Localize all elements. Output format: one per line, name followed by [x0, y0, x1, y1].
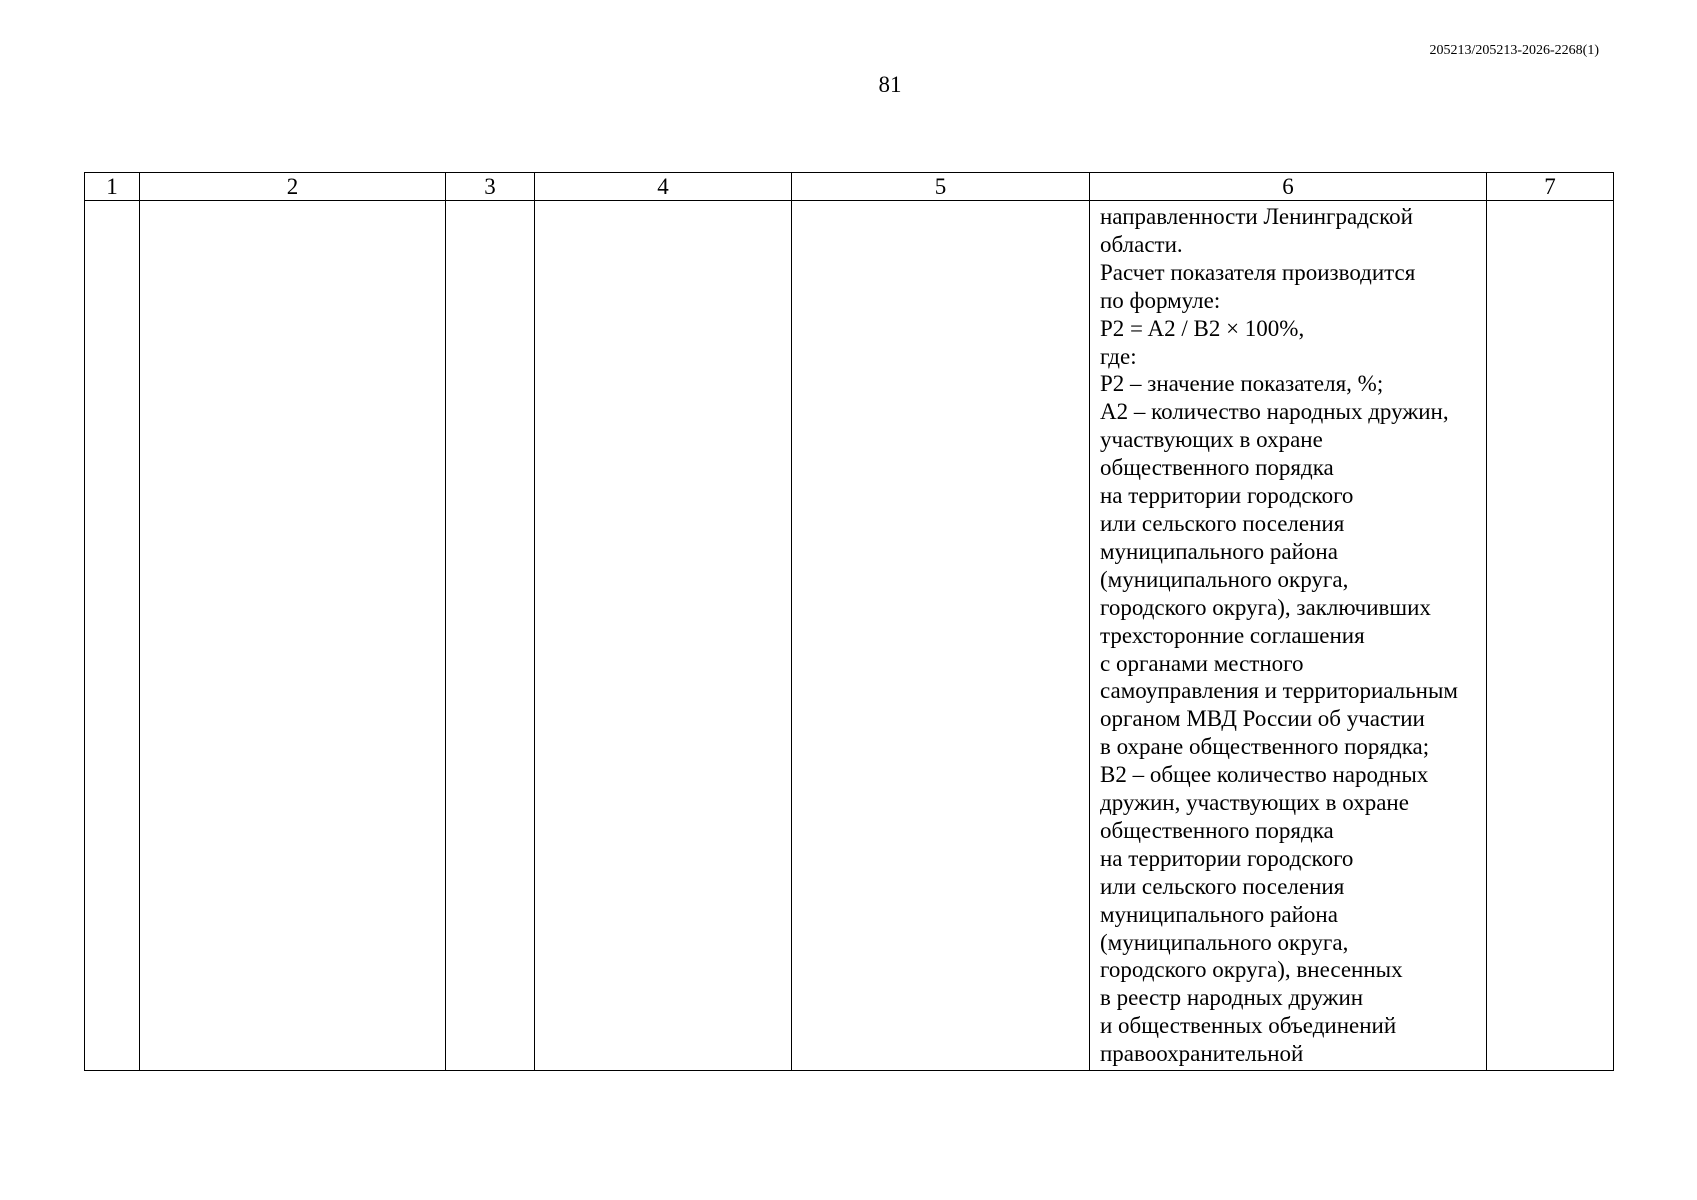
- column-header-4: 4: [535, 173, 792, 201]
- table-cell-col-7: [1487, 201, 1614, 1071]
- text-line: трехсторонние соглашения: [1100, 622, 1365, 648]
- page-number: 81: [878, 72, 902, 97]
- text-line: дружин, участвующих в охране: [1100, 790, 1409, 816]
- column-header-7: 7: [1487, 173, 1614, 201]
- text-line: по формуле:: [1100, 287, 1221, 313]
- text-line: муниципального района: [1100, 538, 1338, 564]
- table-cell-col-4: [535, 201, 792, 1071]
- text-line: и общественных объединений: [1100, 1013, 1397, 1039]
- table-cell-col-1: [85, 201, 140, 1071]
- text-line: на территории городского: [1100, 845, 1354, 871]
- column-header-1: 1: [85, 173, 140, 201]
- text-line: где:: [1100, 343, 1137, 369]
- text-line: городского округа), заключивших: [1100, 594, 1431, 620]
- table-header-row: [85, 173, 1614, 201]
- text-line: B2 – общее количество народных: [1100, 762, 1429, 788]
- text-line: области.: [1100, 231, 1183, 257]
- table-cell-col-3: [446, 201, 535, 1071]
- table-cell-col-5: [792, 201, 1090, 1071]
- text-line: (муниципального округа,: [1100, 566, 1349, 592]
- text-line: направленности Ленинградской: [1100, 204, 1413, 229]
- text-line: органом МВД России об участии: [1100, 706, 1425, 732]
- text-line: A2 – количество народных дружин,: [1100, 399, 1449, 425]
- column-header-3: 3: [446, 173, 535, 201]
- indicator-table: [84, 172, 1614, 1071]
- text-line: на территории городского: [1100, 483, 1354, 509]
- table-cell-col-6: [1090, 201, 1487, 1071]
- indicator-description: [1090, 201, 1486, 1068]
- text-line: (муниципального округа,: [1100, 929, 1349, 955]
- column-header-6: 6: [1090, 173, 1487, 201]
- text-line: Расчет показателя производится: [1100, 259, 1416, 285]
- text-line: или сельского поселения: [1100, 510, 1345, 536]
- text-line: правоохранительной: [1100, 1041, 1304, 1067]
- column-header-5: 5: [792, 173, 1090, 201]
- text-line: участвующих в охране: [1100, 427, 1323, 453]
- text-line: общественного порядка: [1100, 455, 1334, 481]
- table-row: [85, 201, 1614, 1071]
- text-line: с органами местного: [1100, 650, 1304, 676]
- text-line: в реестр народных дружин: [1100, 985, 1364, 1011]
- formula-line: P2 = A2 / B2 × 100%,: [1100, 315, 1305, 341]
- table-cell-col-2: [140, 201, 446, 1071]
- text-line: в охране общественного порядка;: [1100, 734, 1430, 760]
- column-header-2: 2: [140, 173, 446, 201]
- text-line: муниципального района: [1100, 901, 1338, 927]
- text-line: P2 – значение показателя, %;: [1100, 371, 1384, 397]
- text-line: общественного порядка: [1100, 817, 1334, 843]
- text-line: или сельского поселения: [1100, 873, 1345, 899]
- document-id: 205213/205213-2026-2268(1): [1429, 43, 1599, 58]
- text-line: городского округа), внесенных: [1100, 957, 1403, 983]
- text-line: самоуправления и территориальным: [1100, 678, 1458, 704]
